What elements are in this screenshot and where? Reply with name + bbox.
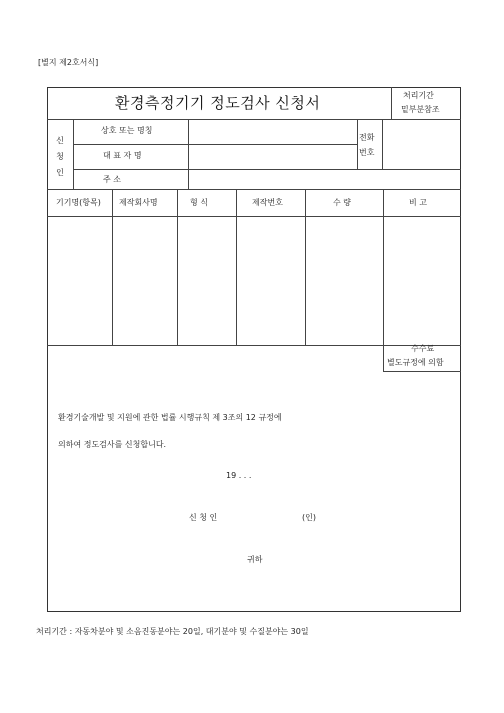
divider [357,119,358,169]
address-field[interactable] [189,170,460,189]
divider [73,119,74,189]
processing-period-label: 처리기간 [403,91,434,100]
fee-note: 별도규정에 의함 [387,358,444,367]
applicant-side-char: 인 [56,168,64,177]
column-header: 형 식 [190,198,208,207]
date-line: 19 . . . [226,471,252,480]
applicant-signature-label: 신 청 인 [189,513,218,522]
business-name-label: 상호 또는 명칭 [101,126,153,135]
divider [383,371,461,372]
form-number: [별지 제2호서식] [38,58,99,67]
business-name-field[interactable] [189,120,356,144]
remarks-cell[interactable] [384,217,460,345]
processing-period-footnote: 처리기간 : 자동차분야 및 소음진동분야는 20일, 대기분야 및 수질분야는 30일 [36,627,309,636]
column-header: 제작회사명 [119,198,158,207]
representative-field[interactable] [189,145,356,169]
item-name-cell[interactable] [48,217,112,345]
address-label: 주 소 [103,175,121,184]
column-header: 수 량 [333,198,351,207]
quantity-cell[interactable] [306,217,383,345]
divider [47,345,461,346]
phone-label: 전화 [359,133,375,142]
statement-text: 환경기술개발 및 지원에 관한 법률 시행규칙 제 3조의 12 규정에 [58,413,282,422]
fee-label: 수수료 [411,344,435,353]
representative-label: 대 표 자 명 [103,151,142,160]
addressee-label: 귀하 [247,555,263,564]
applicant-side-char: 청 [56,152,64,161]
applicant-signature-field[interactable] [230,510,298,524]
column-header: 기기명(항목) [56,198,101,207]
phone-label-2: 번호 [359,148,375,157]
applicant-side-label [55,133,65,181]
serial-number-cell[interactable] [237,217,305,345]
statement-text: 의하여 정도검사를 신청합니다. [58,440,167,449]
phone-field[interactable] [383,120,460,169]
column-header: 비 고 [409,198,427,207]
processing-period-note: 밑부분참조 [401,105,440,114]
column-header: 제작번호 [252,198,283,207]
manufacturer-cell[interactable] [113,217,177,345]
form-title: 환경측정기기 정도검사 신청서 [115,94,321,112]
model-type-cell[interactable] [178,217,236,345]
applicant-side-char: 신 [56,136,64,145]
seal-mark: (인) [302,513,316,522]
divider [47,189,461,190]
divider [391,87,392,119]
